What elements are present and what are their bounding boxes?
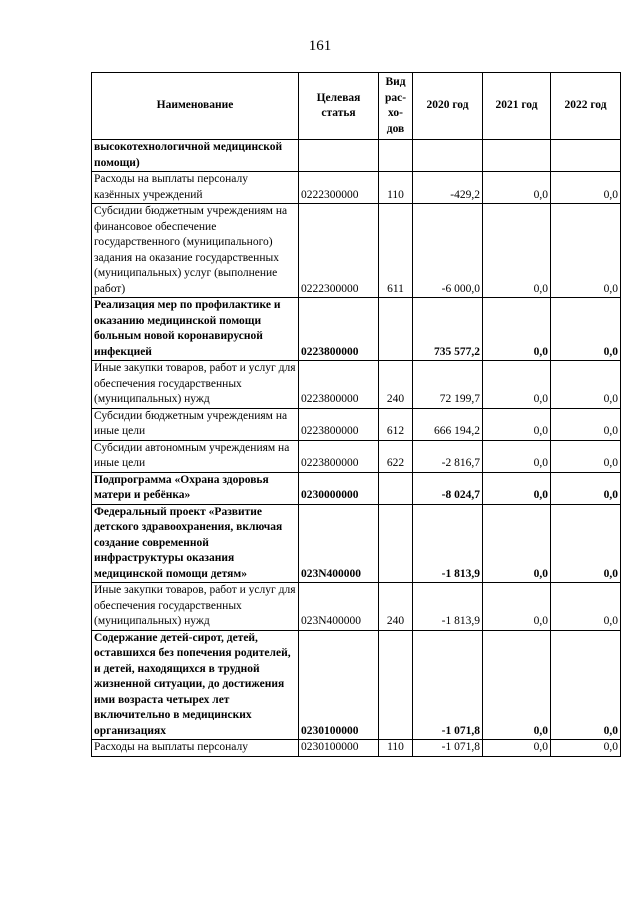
row-name-cell: Расходы на выплаты персоналу казённых учреждений <box>92 172 299 204</box>
table-row <box>92 408 621 440</box>
budget-table <box>91 72 621 757</box>
row-2021-cell: 0,0 <box>483 172 551 204</box>
row-type-cell <box>379 140 413 172</box>
page-number: 161 <box>308 38 332 54</box>
row-code-cell: 0222300000 <box>299 172 379 204</box>
row-2021-cell: 0,0 <box>483 408 551 440</box>
row-2022-cell: 0,0 <box>551 204 621 298</box>
table-row <box>92 361 621 409</box>
row-2022-cell: 0,0 <box>551 408 621 440</box>
row-2022-cell: 0,0 <box>551 472 621 504</box>
row-type-cell: 240 <box>379 583 413 631</box>
table-row <box>92 504 621 583</box>
row-2022-cell: 0,0 <box>551 298 621 361</box>
row-type-cell: 612 <box>379 408 413 440</box>
row-name-cell: Федеральный проект «Развитие детского здравоохранения, включая создание современной инфраструктуры оказания медицинской помощи детям» <box>92 504 299 583</box>
row-2020-cell: -1 071,8 <box>413 630 483 740</box>
row-code-cell: 0223800000 <box>299 361 379 409</box>
row-name-cell: Субсидии автономным учреждениям на иные цели <box>92 440 299 472</box>
row-code-cell: 0223800000 <box>299 298 379 361</box>
row-type-cell <box>379 472 413 504</box>
row-code-cell: 0223800000 <box>299 440 379 472</box>
row-type-cell: 622 <box>379 440 413 472</box>
row-2020-cell: -2 816,7 <box>413 440 483 472</box>
row-2021-cell: 0,0 <box>483 472 551 504</box>
row-2021-cell: 0,0 <box>483 440 551 472</box>
row-2021-cell <box>483 140 551 172</box>
header-2022: 2022 год <box>551 73 621 140</box>
table-row <box>92 583 621 631</box>
row-type-cell <box>379 298 413 361</box>
row-2022-cell: 0,0 <box>551 172 621 204</box>
row-name-cell: Расходы на выплаты персоналу <box>92 740 299 757</box>
row-2022-cell <box>551 140 621 172</box>
header-name: Наименование <box>92 73 299 140</box>
table-row <box>92 140 621 172</box>
table-row <box>92 172 621 204</box>
table-row <box>92 440 621 472</box>
row-code-cell: 0230100000 <box>299 630 379 740</box>
row-type-cell <box>379 630 413 740</box>
row-code-cell <box>299 140 379 172</box>
row-type-cell <box>379 504 413 583</box>
table-row <box>92 298 621 361</box>
row-2021-cell: 0,0 <box>483 298 551 361</box>
row-2022-cell: 0,0 <box>551 583 621 631</box>
row-name-cell: Субсидии бюджетным учреждениям на финансовое обеспечение государственного (муниципального) задания на оказание государственных (муниципальных) услуг (выполнение работ) <box>92 204 299 298</box>
row-code-cell: 023N400000 <box>299 504 379 583</box>
row-2022-cell: 0,0 <box>551 740 621 757</box>
row-2021-cell: 0,0 <box>483 204 551 298</box>
row-2020-cell: 735 577,2 <box>413 298 483 361</box>
row-2022-cell: 0,0 <box>551 361 621 409</box>
row-type-cell: 611 <box>379 204 413 298</box>
row-name-cell: Иные закупки товаров, работ и услуг для обеспечения государственных (муниципальных) нужд <box>92 583 299 631</box>
row-code-cell: 0230000000 <box>299 472 379 504</box>
row-name-cell: Иные закупки товаров, работ и услуг для обеспечения государственных (муниципальных) нужд <box>92 361 299 409</box>
row-2021-cell: 0,0 <box>483 630 551 740</box>
table-row <box>92 204 621 298</box>
row-name-cell: Реализация мер по профилактике и оказанию медицинской помощи больным новой коронавирусной инфекцией <box>92 298 299 361</box>
row-2022-cell: 0,0 <box>551 440 621 472</box>
row-type-cell: 110 <box>379 740 413 757</box>
row-type-cell: 110 <box>379 172 413 204</box>
table-row <box>92 740 621 757</box>
table-row <box>92 630 621 740</box>
header-2021: 2021 год <box>483 73 551 140</box>
row-2020-cell: -1 071,8 <box>413 740 483 757</box>
row-code-cell: 023N400000 <box>299 583 379 631</box>
row-code-cell: 0223800000 <box>299 408 379 440</box>
row-2020-cell: 666 194,2 <box>413 408 483 440</box>
row-2022-cell: 0,0 <box>551 504 621 583</box>
row-2022-cell: 0,0 <box>551 630 621 740</box>
table-header-row <box>92 73 621 140</box>
header-code: Целевая статья <box>299 73 379 140</box>
header-type: Вид рас-хо-дов <box>379 73 413 140</box>
row-name-cell: Подпрограмма «Охрана здоровья матери и ребёнка» <box>92 472 299 504</box>
row-2020-cell: -6 000,0 <box>413 204 483 298</box>
row-2021-cell: 0,0 <box>483 504 551 583</box>
row-2020-cell <box>413 140 483 172</box>
header-2020: 2020 год <box>413 73 483 140</box>
row-name-cell: Содержание детей-сирот, детей, оставшихся без попечения родителей, и детей, находящихся в трудной жизненной ситуации, до достижения ими возраста четырех лет включительно в медицинских организациях <box>92 630 299 740</box>
row-2021-cell: 0,0 <box>483 583 551 631</box>
row-2020-cell: -8 024,7 <box>413 472 483 504</box>
row-2020-cell: -1 813,9 <box>413 504 483 583</box>
row-type-cell: 240 <box>379 361 413 409</box>
row-2021-cell: 0,0 <box>483 740 551 757</box>
row-name-cell: Субсидии бюджетным учреждениям на иные цели <box>92 408 299 440</box>
row-2020-cell: -1 813,9 <box>413 583 483 631</box>
row-2021-cell: 0,0 <box>483 361 551 409</box>
row-code-cell: 0222300000 <box>299 204 379 298</box>
row-code-cell: 0230100000 <box>299 740 379 757</box>
row-name-cell: высокотехнологичной медицинской помощи) <box>92 140 299 172</box>
table-row <box>92 472 621 504</box>
row-2020-cell: 72 199,7 <box>413 361 483 409</box>
row-2020-cell: -429,2 <box>413 172 483 204</box>
